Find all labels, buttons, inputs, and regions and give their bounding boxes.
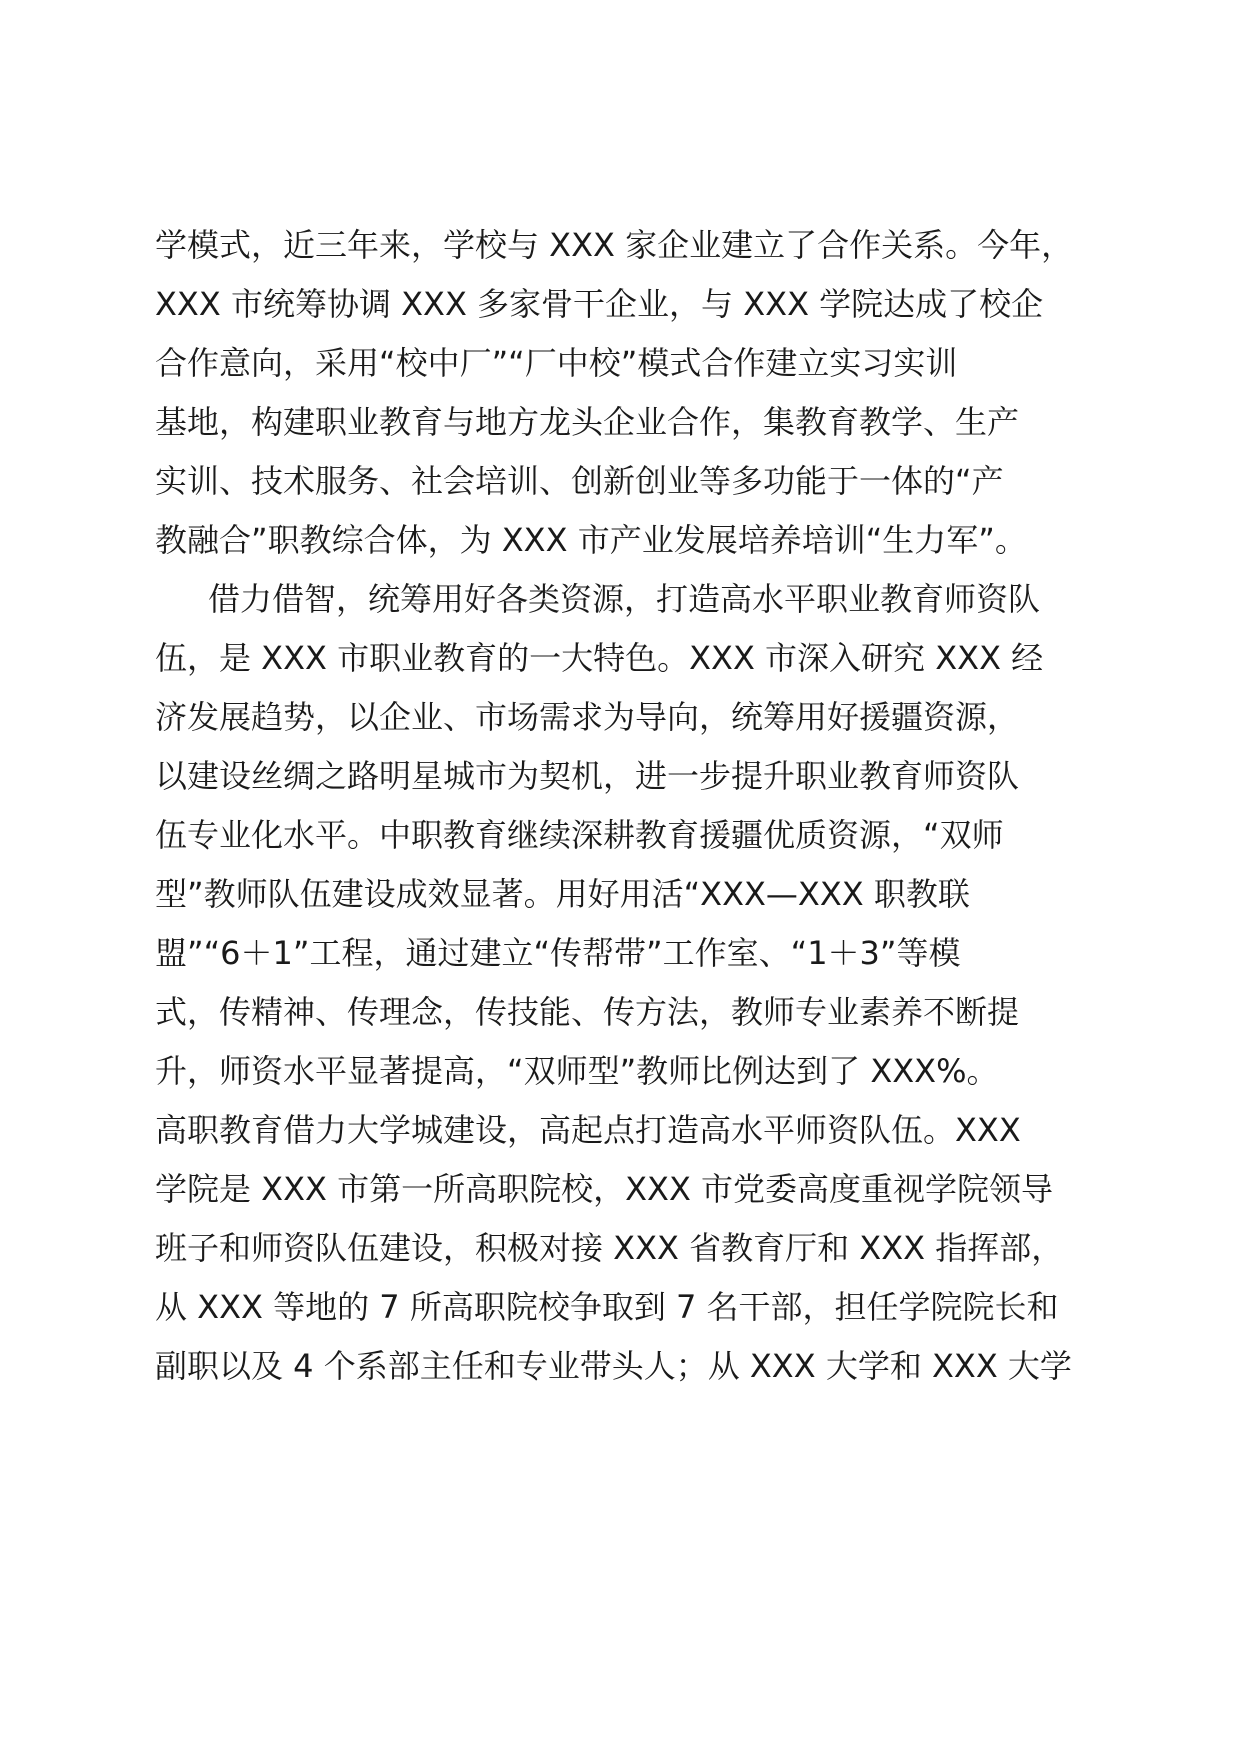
paragraph-line: 式，传精神、传理念，传技能、传方法，教师专业素养不断提 xyxy=(155,993,1020,1031)
paragraph-line: 型”教师队伍建设成效显著。用好用活“XXX—XXX 职教联 xyxy=(155,875,970,913)
paragraph-line: 班子和师资队伍建设，积极对接 XXX 省教育厅和 XXX 指挥部， xyxy=(155,1229,1064,1267)
paragraph-line: 伍，是 XXX 市职业教育的一大特色。XXX 市深入研究 XXX 经 xyxy=(155,639,1044,677)
paragraph-line: 基地，构建职业教育与地方龙头企业合作，集教育教学、生产 xyxy=(155,403,1020,441)
paragraph-line: 实训、技术服务、社会培训、创新创业等多功能于一体的“产 xyxy=(155,462,1004,500)
paragraph-line: 高职教育借力大学城建设，高起点打造高水平师资队伍。XXX xyxy=(155,1111,1021,1149)
paragraph-line: 升，师资水平显著提高，“双师型”教师比例达到了 XXX%。 xyxy=(155,1052,999,1090)
paragraph-line: 教融合”职教综合体，为 XXX 市产业发展培养培训“生力军”。 xyxy=(155,521,1027,559)
paragraph-line: 合作意向，采用“校中厂”“厂中校”模式合作建立实习实训 xyxy=(155,344,958,382)
paragraph-line: 从 XXX 等地的 7 所高职院校争取到 7 名干部，担任学院院长和 xyxy=(155,1288,1059,1326)
paragraph-line: 伍专业化水平。中职教育继续深耕教育援疆优质资源，“双师 xyxy=(155,816,1004,854)
paragraph-line: 盟”“6＋1”工程，通过建立“传帮带”工作室、“1＋3”等模 xyxy=(155,934,961,972)
paragraph-line: 借力借智，统筹用好各类资源，打造高水平职业教育师资队 xyxy=(208,580,1041,618)
paragraph-line: 副职以及 4 个系部主任和专业带头人；从 XXX 大学和 XXX 大学 xyxy=(155,1347,1072,1385)
paragraph-line: 学模式，近三年来，学校与 XXX 家企业建立了合作关系。今年， xyxy=(155,226,1074,264)
paragraph-line: 学院是 XXX 市第一所高职院校，XXX 市党委高度重视学院领导 xyxy=(155,1170,1054,1208)
paragraph-line: 济发展趋势，以企业、市场需求为导向，统筹用好援疆资源， xyxy=(155,698,1020,736)
paragraph-line: XXX 市统筹协调 XXX 多家骨干企业，与 XXX 学院达成了校企 xyxy=(155,285,1044,323)
paragraph-line: 以建设丝绸之路明星城市为契机，进一步提升职业教育师资队 xyxy=(155,757,1020,795)
